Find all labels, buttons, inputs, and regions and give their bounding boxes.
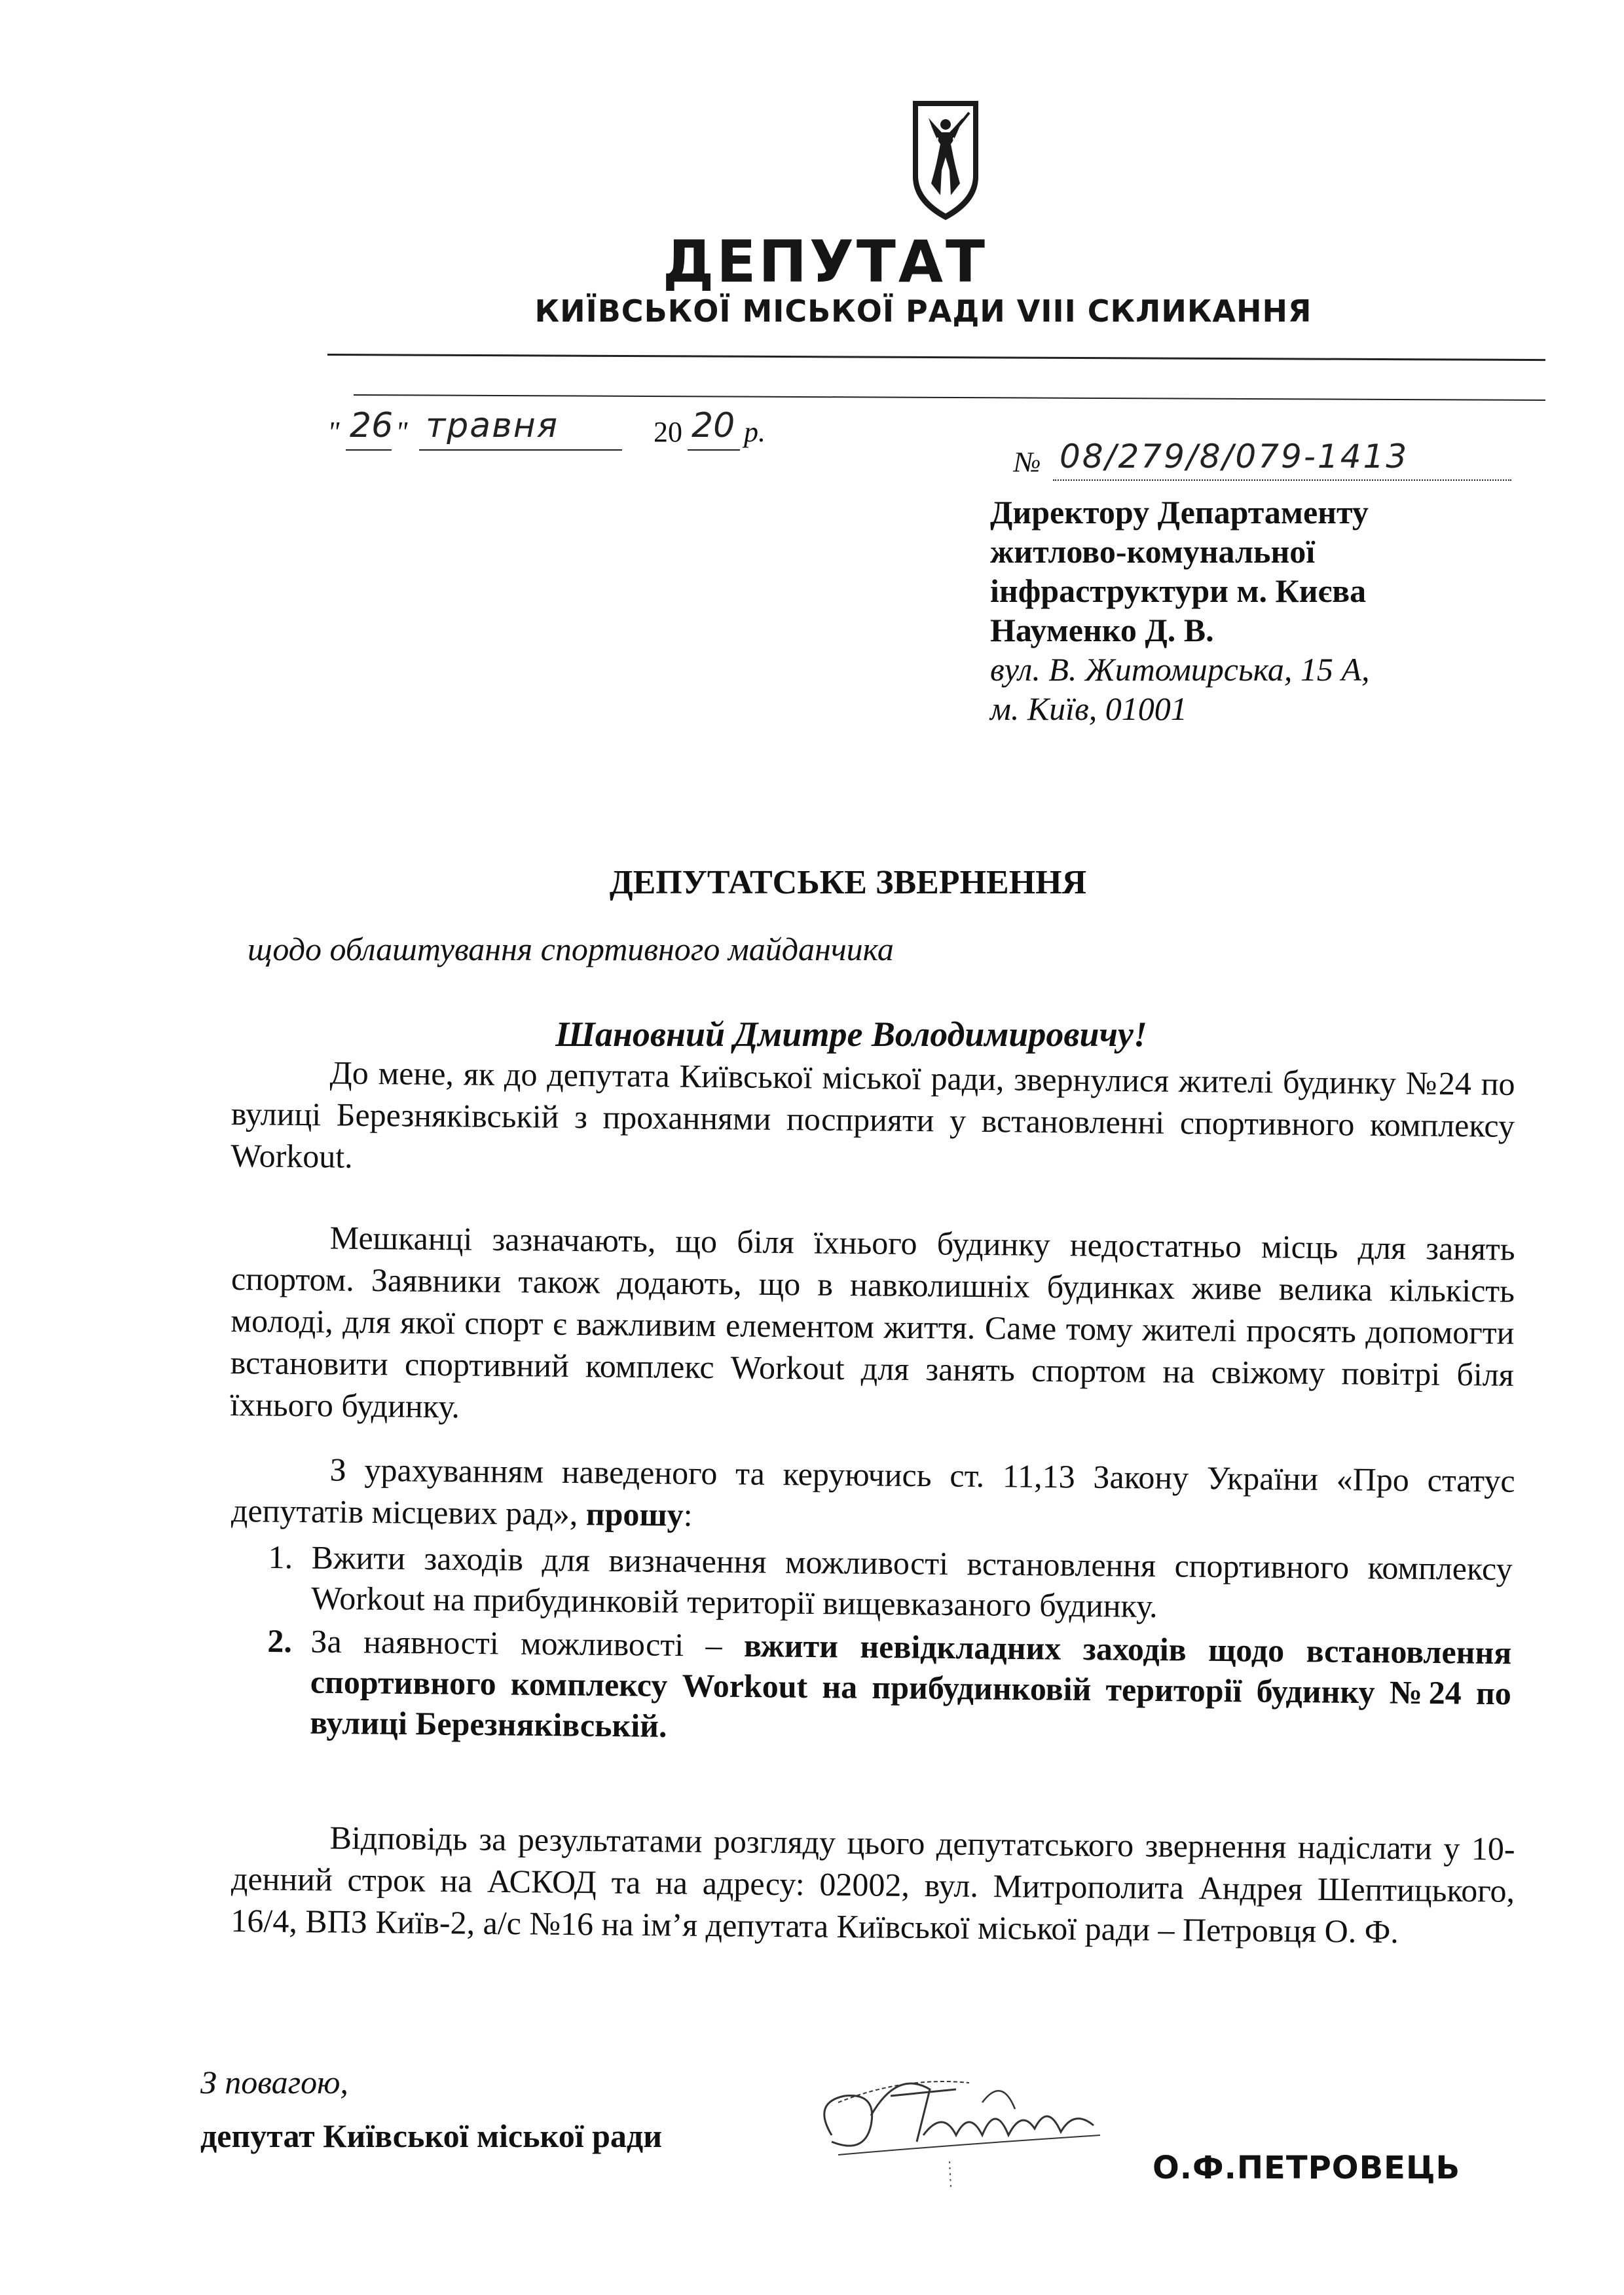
greeting: Шановний Дмитре Володимировичу!	[555, 1015, 1147, 1054]
addressee-line-2: житлово-комунальної	[990, 533, 1316, 570]
document-number	[1014, 438, 1538, 496]
document-date	[327, 401, 799, 460]
date-day: 26	[350, 406, 394, 445]
request-list	[267, 1537, 1513, 1757]
header-subtitle: КИЇВСЬКОЇ МІСЬКОЇ РАДИ VIII СКЛИКАННЯ	[534, 293, 1312, 329]
paragraph-3-colon: :	[683, 1496, 693, 1533]
paragraph-2	[230, 1216, 1515, 1438]
addressee-address-1: вул. В. Житомирська, 15 А,	[990, 651, 1370, 688]
date-close-quote: "	[396, 416, 408, 448]
addressee-block	[990, 493, 1579, 728]
date-month-underline	[419, 449, 622, 451]
header-rule-top	[327, 354, 1545, 361]
appeal-subtitle: щодо облаштування спортивного майданчика	[248, 931, 894, 967]
handwritten-signature	[786, 2063, 1126, 2194]
paragraph-1-text: До мене, як до депутата Київської міської ради, звернулися жителі будинку №24 по вулиці Березняківській з проханнями посприяти у встановленні спортивного комплексу Workout.	[231, 1054, 1515, 1175]
paragraph-3-request: прошу	[585, 1495, 684, 1533]
list-item	[267, 1620, 1512, 1754]
list-item-number: 1.	[268, 1538, 293, 1576]
paragraph-4-text: Відповідь за результатами розгляду цього депутатського звернення надіслати у 10-денний строк на АСКОД та на адресу: 02002, вул. Митрополита Андрея Шептицького, 16/4, ВПЗ Київ-2, а/с №16 на ім’я депутата Київської міської ради – Петровця О. Ф.	[231, 1819, 1515, 1950]
number-value: 08/279/8/079-1413	[1060, 438, 1409, 476]
paragraph-1	[231, 1051, 1515, 1189]
date-year-mark: р.	[744, 416, 766, 448]
list-item-text: За наявності можливості –	[310, 1622, 745, 1664]
date-year-underline	[688, 449, 740, 451]
list-item-number: 2.	[267, 1622, 293, 1660]
list-item	[268, 1537, 1513, 1630]
header-rule-bottom	[354, 394, 1545, 401]
paragraph-2-text: Мешканці зазначають, що біля їхнього будинку недостатньо місць для занять спортом. Заявники також додають, що в навколишніх будинках живе велика кількість молоді, для якої спорт є важливим елементом життя. Саме тому жителі просять допомогти встановити спортивний комплекс Workout для занять спортом на свіжому повітрі біля їхнього будинку.	[229, 1219, 1515, 1425]
date-open-quote: "	[327, 416, 340, 448]
paragraph-3-text: З урахуванням наведеного та керуючись ст. 11,13 Закону України «Про статус депутатів місцевих рад»,	[231, 1451, 1515, 1533]
addressee-line-1: Директору Департаменту	[990, 494, 1369, 531]
date-month: травня	[426, 406, 559, 445]
number-symbol: №	[1014, 446, 1041, 478]
date-day-underline	[346, 449, 392, 451]
date-year-prefix: 20	[654, 416, 682, 448]
addressee-address-2: м. Київ, 01001	[990, 690, 1187, 727]
kyiv-archangel-emblem-icon	[909, 98, 982, 223]
signer-role: депутат Київської міської ради	[200, 2118, 663, 2154]
list-item-bold-text: вжити невідкладних заходів щодо встановлення спортивного комплексу Workout на прибудинковій території будинку №24 по вулиці Березняківській.	[310, 1626, 1512, 1744]
list-item-text: Вжити заходів для визначення можливості встановлення спортивного комплексу Workout на прибудинковій території вищевказаного будинку.	[310, 1539, 1513, 1625]
date-year-suffix: 20	[692, 406, 735, 445]
addressee-line-3: інфраструктури м. Києва	[990, 572, 1367, 609]
paragraph-3	[231, 1447, 1515, 1544]
addressee-line-4: Науменко Д. В.	[990, 612, 1214, 648]
paragraph-4	[231, 1816, 1515, 1954]
appeal-title: ДЕПУТАТСЬКЕ ЗВЕРНЕННЯ	[609, 864, 1087, 901]
header-title: ДЕПУТАТ	[662, 228, 988, 295]
closing: З повагою,	[200, 2064, 348, 2100]
number-underline	[1053, 479, 1511, 481]
signer-name: О.Ф.ПЕТРОВЕЦЬ	[1153, 2150, 1461, 2186]
